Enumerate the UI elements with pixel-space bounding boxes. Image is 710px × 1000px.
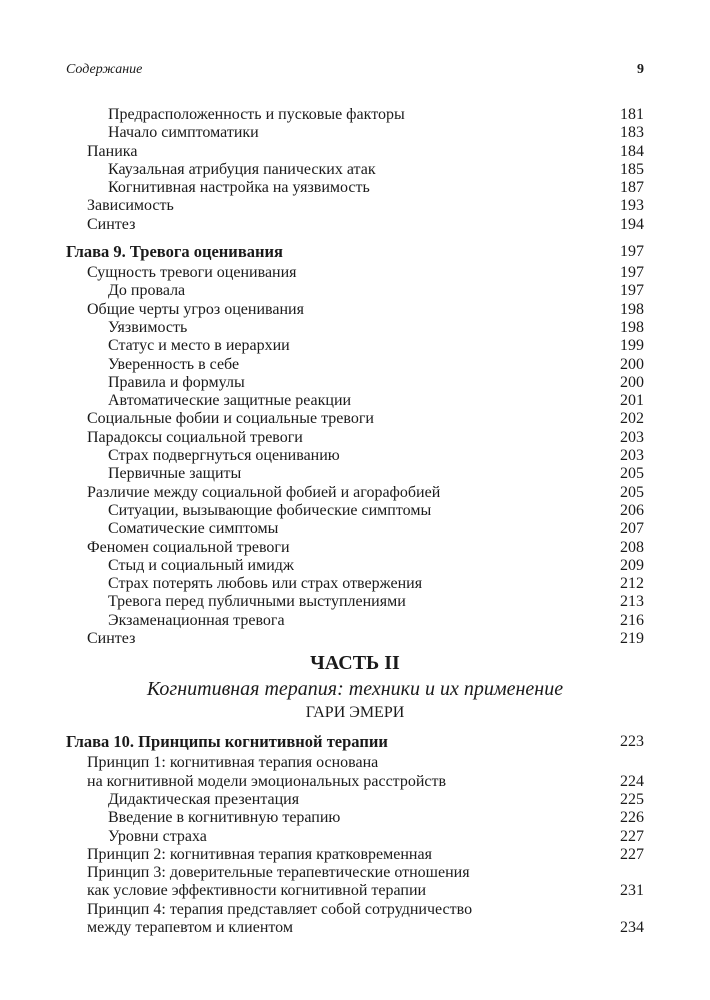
toc-entry-title: Социальные фобии и социальные тревоги bbox=[87, 410, 374, 428]
toc-entry-page: 223 bbox=[620, 733, 644, 751]
toc-entry-page: 219 bbox=[620, 630, 644, 648]
toc-entry bbox=[66, 106, 644, 124]
toc-entry-page: 208 bbox=[620, 538, 644, 556]
toc-chapter-entry bbox=[66, 730, 644, 754]
toc-entry bbox=[66, 484, 644, 502]
toc-entry-title: Соматические симптомы bbox=[108, 520, 279, 538]
toc-entry-page: 224 bbox=[620, 772, 644, 790]
toc-entry-title: Тревога перед публичными выступлениями bbox=[108, 593, 406, 611]
toc-entry-title: Принцип 1: когнитивная терапия основана bbox=[87, 754, 379, 772]
toc-entry-title: Различие между социальной фобией и агорафобией bbox=[87, 483, 441, 501]
toc-entry-title: Автоматические защитные реакции bbox=[108, 392, 352, 410]
toc-entry bbox=[66, 791, 644, 809]
toc-entry bbox=[66, 919, 644, 937]
running-header-title: Содержание bbox=[66, 62, 143, 77]
toc-entry-page: 184 bbox=[620, 142, 644, 160]
toc-entry-title: Правила и формулы bbox=[108, 373, 245, 391]
toc-entry bbox=[66, 264, 644, 282]
toc-entry-page: 198 bbox=[620, 318, 644, 336]
toc-entry bbox=[66, 337, 644, 355]
toc-entry bbox=[66, 301, 644, 319]
toc-entry bbox=[66, 754, 644, 772]
toc-entry-title: Парадоксы социальной тревоги bbox=[87, 428, 303, 446]
toc-entry-page: 203 bbox=[620, 447, 644, 465]
toc-entry-title: Глава 10. Принципы когнитивной терапии bbox=[66, 732, 388, 752]
toc-entry-title: Каузальная атрибуция панических атак bbox=[108, 160, 376, 178]
toc-entry-title: Введение в когнитивную терапию bbox=[108, 809, 341, 827]
toc-entry bbox=[66, 161, 644, 179]
running-header bbox=[66, 62, 644, 82]
toc-entry bbox=[66, 447, 644, 465]
toc-entry-title: Статус и место в иерархии bbox=[108, 337, 290, 355]
toc-entry-title: Уверенность в себе bbox=[108, 355, 240, 373]
toc-entry bbox=[66, 429, 644, 447]
toc-entry-page: 225 bbox=[620, 790, 644, 808]
toc-entry bbox=[66, 575, 644, 593]
toc-entry-title: До провала bbox=[108, 282, 186, 300]
toc-entry-page: 226 bbox=[620, 809, 644, 827]
toc-entry-title: Принцип 2: когнитивная терапия кратковременная bbox=[87, 845, 432, 863]
part-author: ГАРИ ЭМЕРИ bbox=[305, 704, 405, 722]
toc-entry bbox=[66, 593, 644, 611]
toc-entry-title: Ситуации, вызывающие фобические симптомы bbox=[108, 501, 432, 519]
table-of-contents bbox=[66, 106, 644, 937]
toc-entry-title: Глава 9. Тревога оценивания bbox=[66, 242, 283, 262]
toc-entry bbox=[66, 539, 644, 557]
page-number: 9 bbox=[637, 62, 644, 77]
toc-entry-title: Синтез bbox=[87, 630, 136, 648]
toc-entry-title: Паника bbox=[87, 142, 138, 160]
toc-entry bbox=[66, 374, 644, 392]
toc-entry bbox=[66, 197, 644, 215]
toc-entry bbox=[66, 124, 644, 142]
toc-entry-title: Зависимость bbox=[87, 197, 174, 215]
toc-entry bbox=[66, 828, 644, 846]
toc-entry bbox=[66, 319, 644, 337]
toc-entry bbox=[66, 179, 644, 197]
toc-entry-title: Принцип 3: доверительные терапевтические отношения bbox=[87, 864, 470, 882]
toc-entry-page: 197 bbox=[620, 264, 644, 282]
toc-entry-page: 199 bbox=[620, 337, 644, 355]
toc-section-1 bbox=[66, 106, 644, 648]
toc-entry-page: 227 bbox=[620, 845, 644, 863]
toc-entry-title: как условие эффективности когнитивной терапии bbox=[87, 882, 427, 900]
toc-entry-page: 205 bbox=[620, 465, 644, 483]
toc-entry bbox=[66, 356, 644, 374]
toc-entry-title: Экзаменационная тревога bbox=[108, 611, 285, 629]
toc-entry bbox=[66, 392, 644, 410]
toc-entry bbox=[66, 612, 644, 630]
toc-entry-page: 202 bbox=[620, 410, 644, 428]
toc-entry bbox=[66, 882, 644, 900]
toc-entry-title: Страх подвергнуться оцениванию bbox=[108, 447, 340, 465]
toc-entry-page: 181 bbox=[620, 106, 644, 123]
toc-entry-page: 212 bbox=[620, 575, 644, 593]
toc-entry-page: 183 bbox=[620, 124, 644, 142]
toc-entry-page: 197 bbox=[620, 282, 644, 300]
toc-entry-page: 231 bbox=[620, 882, 644, 900]
toc-entry-title: Уровни страха bbox=[108, 827, 207, 845]
toc-entry bbox=[66, 143, 644, 161]
toc-entry bbox=[66, 502, 644, 520]
toc-entry-title: Когнитивная настройка на уязвимость bbox=[108, 179, 370, 197]
toc-entry-title: Уязвимость bbox=[108, 318, 188, 336]
toc-entry bbox=[66, 864, 644, 882]
toc-entry-title: Феномен социальной тревоги bbox=[87, 538, 290, 556]
toc-entry-title: Предрасположенность и пусковые факторы bbox=[108, 106, 405, 123]
toc-entry bbox=[66, 520, 644, 538]
toc-entry-page: 194 bbox=[620, 215, 644, 233]
part-heading bbox=[66, 650, 644, 724]
toc-entry-page: 227 bbox=[620, 827, 644, 845]
toc-entry-title: Страх потерять любовь или страх отвержения bbox=[108, 575, 423, 593]
toc-entry-title: Синтез bbox=[87, 215, 136, 233]
toc-entry-page: 234 bbox=[620, 918, 644, 936]
toc-entry-page: 207 bbox=[620, 520, 644, 538]
toc-entry-title: Принцип 4: терапия представляет собой сотрудничество bbox=[87, 900, 473, 918]
toc-entry-page: 201 bbox=[620, 392, 644, 410]
toc-entry bbox=[66, 410, 644, 428]
toc-entry-page: 193 bbox=[620, 197, 644, 215]
toc-entry bbox=[66, 773, 644, 791]
toc-entry bbox=[66, 216, 644, 234]
toc-entry-page: 200 bbox=[620, 355, 644, 373]
toc-entry-page: 185 bbox=[620, 160, 644, 178]
toc-entry bbox=[66, 557, 644, 575]
toc-entry-title: на когнитивной модели эмоциональных расстройств bbox=[87, 772, 447, 790]
toc-entry-page: 187 bbox=[620, 179, 644, 197]
toc-entry-title: Начало симптоматики bbox=[108, 124, 259, 142]
toc-entry-page: 216 bbox=[620, 611, 644, 629]
toc-entry bbox=[66, 809, 644, 827]
toc-entry-page: 206 bbox=[620, 501, 644, 519]
toc-entry-title: Сущность тревоги оценивания bbox=[87, 264, 297, 282]
toc-section-2 bbox=[66, 730, 644, 937]
toc-entry-page: 213 bbox=[620, 593, 644, 611]
part-subtitle: Когнитивная терапия: техники и их применение bbox=[146, 678, 564, 701]
part-title: ЧАСТЬ II bbox=[310, 652, 400, 675]
toc-entry-page: 200 bbox=[620, 373, 644, 391]
toc-entry-title: Дидактическая презентация bbox=[108, 790, 300, 808]
toc-entry-page: 205 bbox=[620, 483, 644, 501]
toc-entry bbox=[66, 282, 644, 300]
toc-chapter-entry bbox=[66, 240, 644, 264]
toc-entry bbox=[66, 846, 644, 864]
toc-entry-title: Первичные защиты bbox=[108, 465, 242, 483]
toc-entry-page: 203 bbox=[620, 428, 644, 446]
toc-entry bbox=[66, 630, 644, 648]
toc-entry-page: 209 bbox=[620, 556, 644, 574]
toc-entry-page: 198 bbox=[620, 300, 644, 318]
toc-entry-page: 197 bbox=[620, 243, 644, 261]
toc-entry-title: между терапевтом и клиентом bbox=[87, 918, 293, 936]
toc-entry-title: Общие черты угроз оценивания bbox=[87, 300, 304, 318]
toc-entry bbox=[66, 901, 644, 919]
toc-entry bbox=[66, 465, 644, 483]
toc-entry-title: Стыд и социальный имидж bbox=[108, 556, 294, 574]
